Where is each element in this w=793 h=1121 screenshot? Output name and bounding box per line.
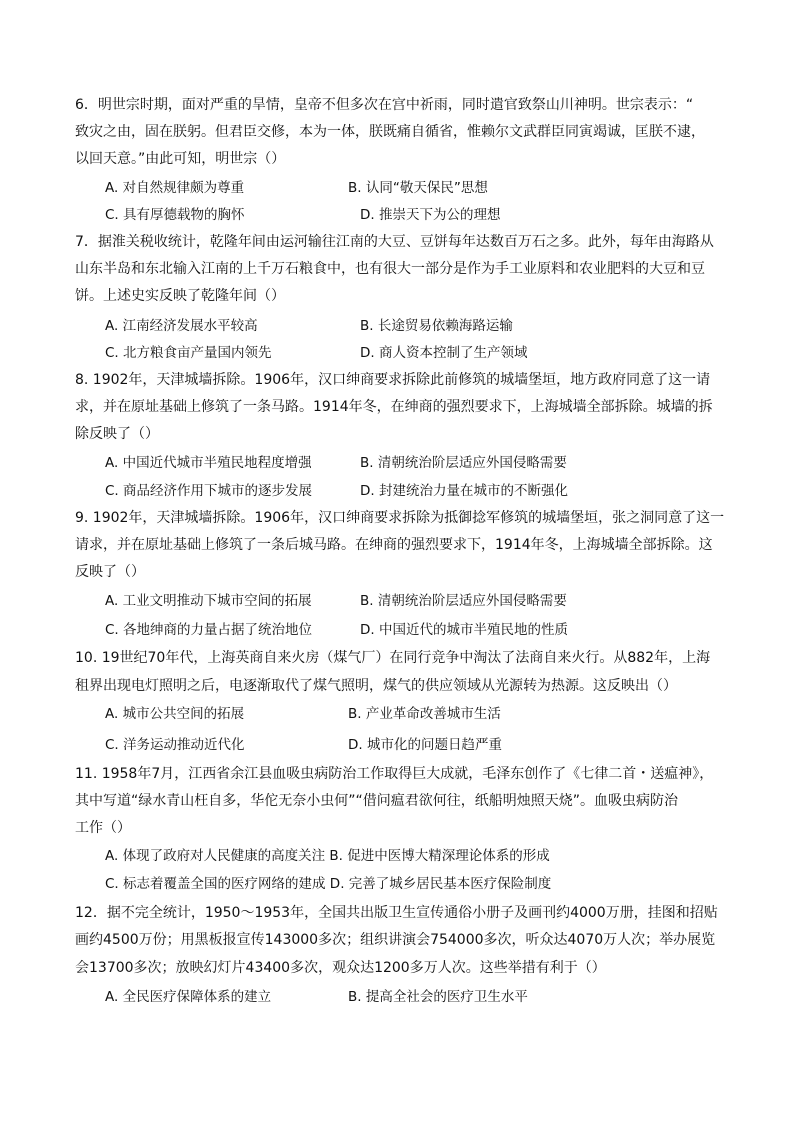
q6-stem-line-3: 以回天意。”由此可知，明世宗（） <box>75 151 286 167</box>
q12-option-b[interactable]: B. 提高全社会的医疗卫生水平 <box>348 989 528 1005</box>
q8-stem-line-3: 除反映了（） <box>75 426 159 442</box>
q10-stem-line-2: 租界出现电灯照明之后，电逐渐取代了煤气照明，煤气的供应领域从光源转为热源。这反映出（） <box>75 678 677 694</box>
q6-option-d[interactable]: D. 推崇天下为公的理想 <box>360 207 501 223</box>
q12-stem-line-2: 画约4500万份；用黑板报宣传143000多次；组织讲演会754000多次，听众达4070万人次；举办展览 <box>75 932 716 948</box>
q9-option-d[interactable]: D. 中国近代的城市半殖民地的性质 <box>360 622 568 638</box>
q8-stem-line-1: 8. 1902年，天津城墙拆除。1906年，汉口绅商要求拆除此前修筑的城墙堡垣，地方政府同意了这一请 <box>75 372 711 388</box>
q9-option-a[interactable]: A. 工业文明推动下城市空间的拓展 <box>105 593 312 609</box>
q11-stem-line-1: 11. 1958年7月，江西省余江县血吸虫病防治工作取得巨大成就，毛泽东创作了《七律二首・送瘟神》， <box>75 766 714 782</box>
q7-stem-line-1: 7．据淮关税收统计，乾隆年间由运河输往江南的大豆、豆饼每年达数百万石之多。此外，每年由海路从 <box>75 234 714 250</box>
q7-option-a[interactable]: A. 江南经济发展水平较高 <box>105 318 258 334</box>
q7-option-b[interactable]: B. 长途贸易依赖海路运输 <box>360 318 513 334</box>
q9-stem-line-1: 9. 1902年，天津城墙拆除。1906年，汉口绅商要求拆除为抵御捻军修筑的城墙堡垣，张之洞同意了这一 <box>75 510 725 526</box>
q8-option-b[interactable]: B. 清朝统治阶层适应外国侵略需要 <box>360 455 567 471</box>
q7-option-c[interactable]: C. 北方粮食亩产量国内领先 <box>105 345 272 361</box>
q10-option-c[interactable]: C. 洋务运动推动近代化 <box>105 737 245 753</box>
q7-stem-line-2: 山东半岛和东北输入江南的上千万石粮食中，也有很大一部分是作为手工业原料和农业肥料的大豆和豆 <box>75 261 705 277</box>
q8-option-a[interactable]: A. 中国近代城市半殖民地程度增强 <box>105 455 312 471</box>
q11-options-cd[interactable]: C. 标志着覆盖全国的医疗网络的建成 D. 完善了城乡居民基本医疗保险制度 <box>105 876 552 892</box>
q11-stem-line-2: 其中写道“绿水青山枉自多，华佗无奈小虫何”“借问瘟君欲何往，纸船明烛照天烧”。血吸虫病防治 <box>75 793 679 809</box>
q8-option-c[interactable]: C. 商品经济作用下城市的逐步发展 <box>105 483 313 499</box>
q6-stem-line-1: 6．明世宗时期，面对严重的旱情，皇帝不但多次在宫中祈雨，同时遣官致祭山川神明。世宗表示：“ <box>75 97 694 113</box>
q9-option-b[interactable]: B. 清朝统治阶层适应外国侵略需要 <box>360 593 567 609</box>
q10-option-a[interactable]: A. 城市公共空间的拓展 <box>105 706 245 722</box>
q8-stem-line-2: 求，并在原址基础上修筑了一条马路。1914年冬，在绅商的强烈要求下，上海城墙全部拆除。城墙的拆 <box>75 399 713 415</box>
q6-option-c[interactable]: C. 具有厚德载物的胸怀 <box>105 207 245 223</box>
q10-option-d[interactable]: D. 城市化的问题日趋严重 <box>348 737 502 753</box>
q6-stem-line-2: 致灾之由，固在朕躬。但君臣交修，本为一体，朕既痛自循省，惟赖尔文武群臣同寅竭诚，匡朕不逮， <box>75 124 705 140</box>
q12-option-a[interactable]: A. 全民医疗保障体系的建立 <box>105 989 272 1005</box>
q11-options-ab[interactable]: A. 体现了政府对人民健康的高度关注 B. 促进中医博大精深理论体系的形成 <box>105 848 550 864</box>
q6-option-b[interactable]: B. 认同“敬天保民”思想 <box>348 180 488 196</box>
q9-stem-line-2: 请求，并在原址基础上修筑了一条后城马路。在绅商的强烈要求下，1914年冬，上海城墙全部拆除。这 <box>75 537 713 553</box>
q9-stem-line-3: 反映了（） <box>75 564 145 580</box>
q10-stem-line-1: 10. 19世纪70年代，上海英商自来火房（煤气厂）在同行竞争中淘汰了法商自来火行。从882年，上海 <box>75 650 711 666</box>
q8-option-d[interactable]: D. 封建统治力量在城市的不断强化 <box>360 483 568 499</box>
q7-stem-line-3: 饼。上述史实反映了乾隆年间（） <box>75 288 285 304</box>
q12-stem-line-3: 会13700多次；放映幻灯片43400多次，观众达1200多万人次。这些举措有利于（） <box>75 960 606 976</box>
q9-option-c[interactable]: C. 各地绅商的力量占据了统治地位 <box>105 622 313 638</box>
q6-option-a[interactable]: A. 对自然规律颇为尊重 <box>105 180 245 196</box>
q7-option-d[interactable]: D. 商人资本控制了生产领域 <box>360 345 528 361</box>
q10-option-b[interactable]: B. 产业革命改善城市生活 <box>348 706 501 722</box>
q12-stem-line-1: 12．据不完全统计，1950～1953年，全国共出版卫生宣传通俗小册子及画刊约4000万册，挂图和招贴 <box>75 905 718 921</box>
q11-stem-line-3: 工作（） <box>75 820 131 836</box>
